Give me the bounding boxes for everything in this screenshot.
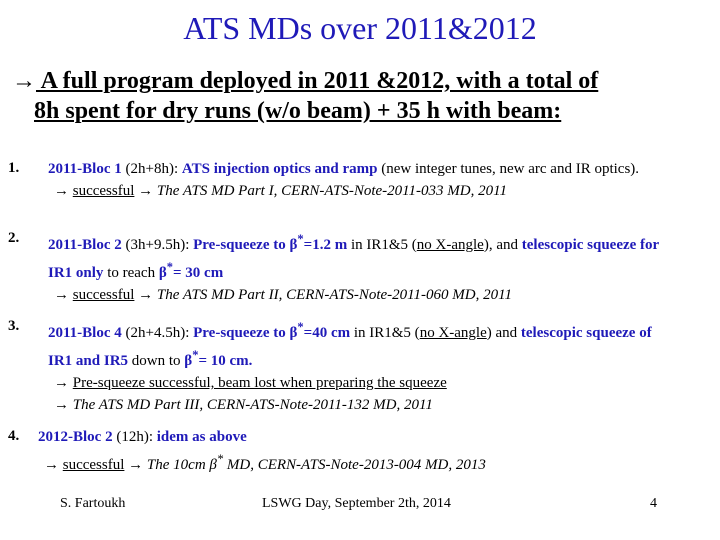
telescopic-label: telescopic squeeze for [521,237,660,253]
item-topic: Pre-squeeze to [193,325,290,341]
item-detail: to reach [103,265,159,281]
result-label: successful [72,287,135,303]
value: = 10 cm. [198,353,253,369]
list-item [48,158,708,202]
value: =40 cm [303,325,351,341]
star-symbol: * [166,260,173,274]
item-detail: down to [128,353,185,369]
beta-symbol: β [289,325,298,341]
reference-end: MD, CERN-ATS-Note-2013-004 MD, 2013 [223,457,486,473]
beta-symbol: β [158,265,167,281]
item-topic: Pre-squeeze to [193,237,290,253]
arrow-icon: → [138,287,154,303]
value: = 30 cm [172,265,224,281]
ir-label: IR1 only [48,265,104,281]
ir-label: IR1 and IR5 [48,353,129,369]
result-note: Pre-squeeze successful, beam lost when preparing the squeeze [72,375,447,391]
beta-symbol: β [209,457,217,473]
arrow-icon: → [54,397,69,413]
arrow-icon: → [54,183,69,199]
reference [146,452,486,473]
page-number: 4 [650,496,657,511]
item-detail: ), and [483,237,522,253]
value: =1.2 m [303,237,348,253]
item-number: 4. [8,428,20,444]
item-detail: (new integer tunes, new arc and IR optics). [377,161,640,177]
list-item [38,426,708,476]
item-topic: ATS injection optics and ramp [181,161,378,177]
arrow-icon: → [12,68,36,94]
reference-start: The 10cm [146,457,210,473]
arrow-icon: → [54,375,69,391]
list-item [48,228,708,306]
item-detail: in IR1&5 ( [347,237,417,253]
list-item [48,316,708,416]
duration: (2h+8h): [121,161,182,177]
intro-line-2: 8h spent for dry runs (w/o beam) + 35 h with beam: [34,98,562,124]
star-symbol: * [297,232,304,246]
bloc-label: 2012-Bloc 2 [38,429,113,445]
duration: (2h+4.5h): [121,325,194,341]
arrow-icon: → [54,287,69,303]
item-number: 3. [8,318,20,334]
item-topic: idem as above [156,429,247,445]
no-x-angle: no X-angle [419,325,487,341]
star-symbol: * [192,348,199,362]
result-label: successful [62,457,125,473]
telescopic-label: telescopic squeeze of [520,325,652,341]
bloc-label: 2011-Bloc 1 [48,161,122,177]
reference: The ATS MD Part I, CERN-ATS-Note-2011-033 MD, 2011 [156,183,508,199]
footer-author: S. Fartoukh [60,496,126,511]
footer-event: LSWG Day, September 2th, 2014 [262,496,451,511]
arrow-icon: → [44,457,59,473]
intro-line-1: A full program deployed in 2011 &2012, with a total of [36,68,599,94]
bloc-label: 2011-Bloc 4 [48,325,122,341]
item-detail: ) and [486,325,521,341]
beta-symbol: β [289,237,298,253]
arrow-icon: → [138,183,154,199]
item-number: 2. [8,230,20,246]
reference: The ATS MD Part III, CERN-ATS-Note-2011-132 MD, 2011 [72,397,433,413]
duration: (12h): [112,429,157,445]
intro-text [12,66,712,126]
slide-title: ATS MDs over 2011&2012 [183,10,537,46]
reference: The ATS MD Part II, CERN-ATS-Note-2011-060 MD, 2011 [156,287,513,303]
no-x-angle: no X-angle [416,237,484,253]
item-number: 1. [8,160,20,176]
arrow-icon: → [128,457,144,473]
result-label: successful [72,183,135,199]
star-symbol: * [297,320,304,334]
duration: (3h+9.5h): [121,237,194,253]
star-symbol: * [216,452,224,466]
bloc-label: 2011-Bloc 2 [48,237,122,253]
beta-symbol: β [184,353,193,369]
item-detail: in IR1&5 ( [350,325,420,341]
